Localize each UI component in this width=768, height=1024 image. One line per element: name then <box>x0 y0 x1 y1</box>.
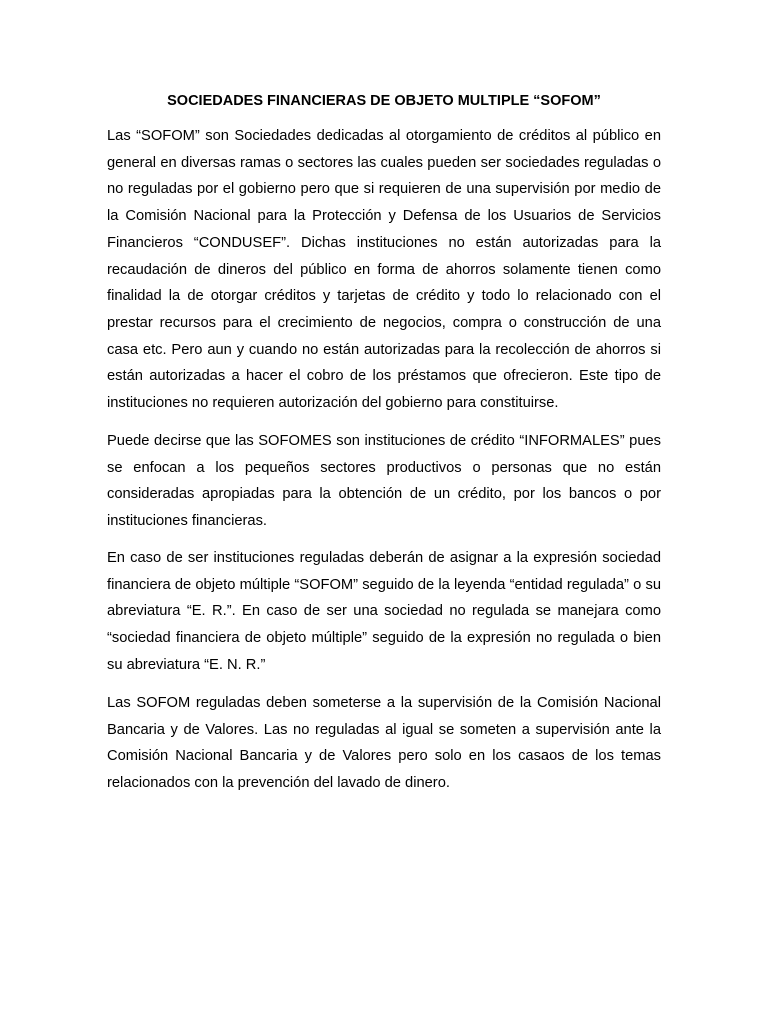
paragraph-supervision: Las SOFOM reguladas deben someterse a la supervisión de la Comisión Nacional Bancaria y de Valores. Las no reguladas al igual se someten a supervisión ante la Comisión Nacional Bancaria y de Valores pero solo en los casaos de los temas relacionados con la prevención del lavado de dinero. <box>107 695 661 792</box>
paragraph-regulation-naming: En caso de ser instituciones reguladas deberán de asignar a la expresión sociedad financiera de objeto múltiple “SOFOM” seguido de la leyenda “entidad regulada” o su abreviatura “E. R.”. En caso de ser una sociedad no regulada se manejara como “sociedad financiera de objeto múltiple” seguido de la expresión no regulada o bien su abreviatura “E. N. R.” <box>107 550 661 673</box>
paragraph-definition: Las “SOFOM” son Sociedades dedicadas al otorgamiento de créditos al público en general en diversas ramas o sectores las cuales pueden ser sociedades reguladas o no reguladas por el gobierno pero que si requieren de una supervisión por medio de la Comisión Nacional para la Protección y Defensa de los Usuarios de Servicios Financieros “CONDUSEF”. Dichas instituciones no están autorizadas para la recaudación de dineros del público en forma de ahorros solamente tienen como finalidad la de otorgar créditos y tarjetas de crédito y todo lo relacionado con el prestar recursos para el crecimiento de negocios, compra o construcción de una casa etc. Pero aun y cuando no están autorizadas para la recolección de ahorros si están autorizadas a hacer el cobro de los préstamos que ofrecieron. Este tipo de instituciones no requieren autorización del gobierno para constituirse. <box>107 128 661 412</box>
paragraph-informales: Puede decirse que las SOFOMES son instituciones de crédito “INFORMALES” pues se enfocan a los pequeños sectores productivos o personas que no están consideradas apropiadas para la obtención de un crédito, por los bancos o por instituciones financieras. <box>107 433 661 530</box>
document-title: SOCIEDADES FINANCIERAS DE OBJETO MULTIPLE “SOFOM” <box>167 93 601 109</box>
